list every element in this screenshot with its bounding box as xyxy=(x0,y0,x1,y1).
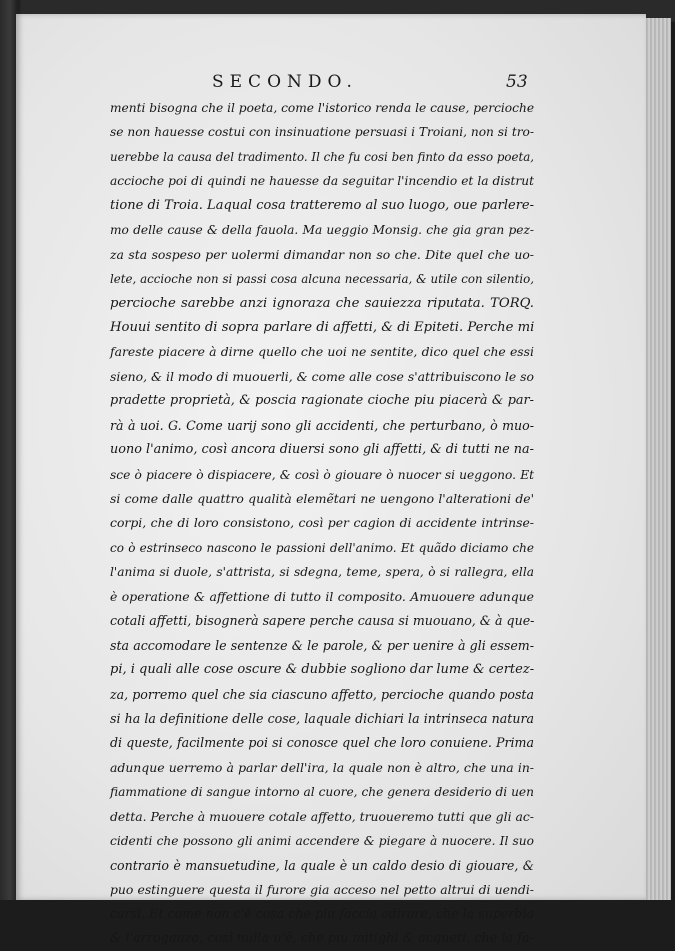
text-line: sce ò piacere ò dispiacere, & così ò giouare ò nuocer si ueggono. Et xyxy=(110,467,534,482)
text-line: cotali affetti, bisognerà sapere perche causa si muouano, & à que- xyxy=(110,613,535,629)
text-line: pradette proprietà, & poscia ragionate cioche piu piacerà & par- xyxy=(110,393,534,409)
text-line: fiammatione di sangue intorno al cuore, che genera desiderio di uen xyxy=(110,785,534,800)
body-text xyxy=(110,96,534,951)
text-line: detta. Perche à muouere cotale affetto, truoueremo tutti que gli ac- xyxy=(110,808,534,824)
text-line: se non hauesse costui con insinuatione persuasi i Troiani, non si tro- xyxy=(110,125,534,140)
text-line: co ò estrinseco nascono le passioni dell'animo. Et quãdo diciamo che xyxy=(110,540,534,555)
text-line: corpi, che di loro consistono, così per cagion di accidente intrinse- xyxy=(110,515,534,531)
text-line: tione di Troia. Laqual cosa tratteremo al suo luogo, oue parlere- xyxy=(110,197,534,213)
text-line: Houui sentito di sopra parlare di affetti, & di Epiteti. Perche mi xyxy=(110,319,535,335)
text-line: cidenti che possono gli animi accendere & piegare à nuocere. Il suo xyxy=(110,834,534,849)
text-line: & l'arroganza, così nulla u'è, che piu mitighi & acqueti, che la fa- xyxy=(110,930,534,946)
text-line: accioche poi di quindi ne hauesse da seguitar l'incendio et la distrut xyxy=(110,174,534,189)
text-line: puo estinguere questa il furore gia acceso nel petto altrui di uendi- xyxy=(110,882,534,897)
running-head-title: SECONDO. xyxy=(212,72,358,92)
text-line: è operatione & affettione di tutto il composito. Amuouere adunque xyxy=(110,588,534,604)
text-line: fareste piacere à dirne quello che uoi ne sentite, dico quel che essi xyxy=(110,344,534,360)
text-line: si ha la definitione delle cose, laquale dichiari la intrinseca natura xyxy=(110,710,534,726)
text-line: pi, i quali alle cose oscure & dubbie sogliono dar lume & certez- xyxy=(110,662,535,678)
text-line: menti bisogna che il poeta, come l'istorico renda le cause, percioche xyxy=(110,101,535,115)
text-line: za sta sospeso per uolermi dimandar non so che. Dite quel che uo- xyxy=(110,246,534,262)
text-line: uerebbe la causa del tradimento. Il che fu cosi ben finto da esso poeta, xyxy=(110,149,534,164)
text-line: di queste, facilmente poi si conosce quel che loro conuiene. Prima xyxy=(110,735,534,751)
text-line: contrario è mansuetudine, la quale è un caldo desio di giouare, & xyxy=(110,857,534,873)
text-line: percioche sarebbe anzi ignoraza che sauiezza riputata. TORQ. xyxy=(110,295,534,311)
text-line: mo delle cause & della fauola. Ma ueggio Monsig. che gia gran pez- xyxy=(110,223,534,238)
page-stack-edge xyxy=(644,18,671,900)
text-line: za, porremo quel che sia ciascuno affetto, percioche quando posta xyxy=(110,686,534,702)
text-line: si come dalle quattro qualità elemẽtari ne uengono l'alterationi de' xyxy=(110,491,534,506)
running-head xyxy=(0,62,675,92)
text-line: sta accomodare le sentenze & le parole, & per uenire à gli essem- xyxy=(110,637,534,653)
text-line: adunque uerremo à parlar dell'ira, la quale non è altro, che una in- xyxy=(110,759,534,775)
page-number: 53 xyxy=(506,72,528,92)
text-line: lete, accioche non si passi cosa alcuna necessaria, & utile con silentio, xyxy=(110,272,534,287)
text-line: uono l'animo, così ancora diuersi sono gli affetti, & di tutti ne na- xyxy=(110,442,534,458)
text-line: sieno, & il modo di muouerli, & come alle cose s'attribuiscono le so xyxy=(110,368,534,384)
text-line: carsi. Et come non c'è cosa che piu faccia adirare, che la superbia xyxy=(110,906,534,922)
text-line: l'anima si duole, s'attrista, si sdegna, teme, spera, ò si rallegra, ella xyxy=(110,565,534,580)
text-line: rà à uoi. G. Come uarij sono gli accidenti, che perturbano, ò muo- xyxy=(110,417,534,433)
